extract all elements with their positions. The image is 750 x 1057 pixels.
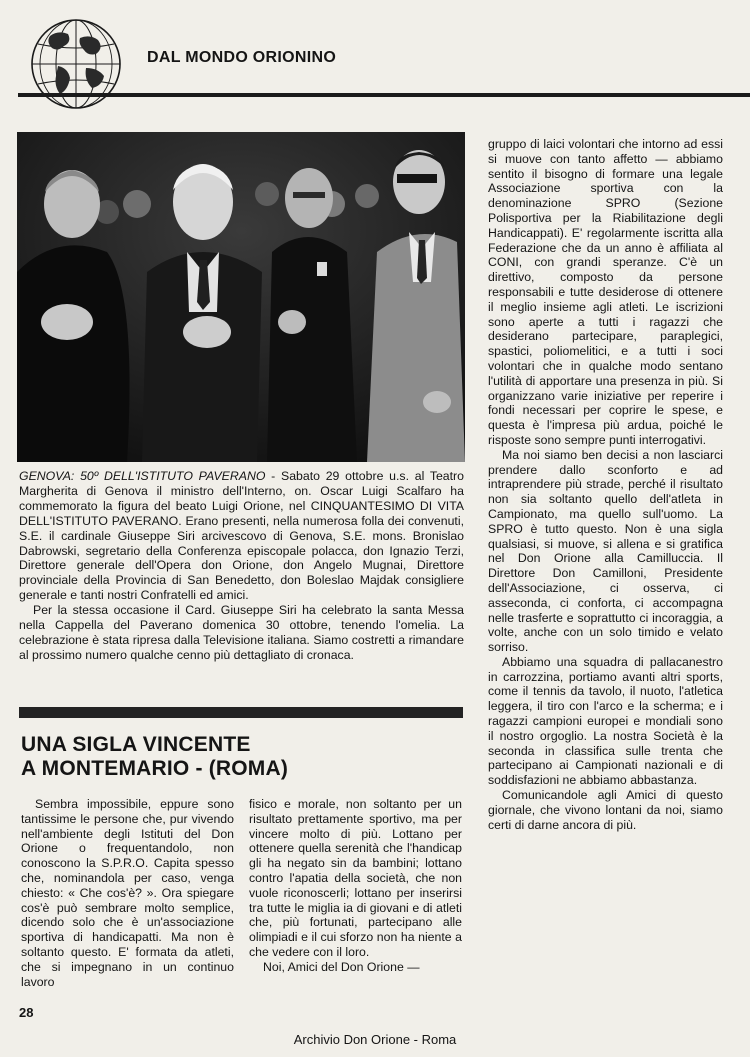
article-headline — [21, 733, 461, 781]
article-column-1 — [21, 797, 234, 989]
article-paragraph: gruppo di laici volontari che intorno ad essi si muove con tanto affetto — abbiamo sentito il bisogno di formare una legale Associazione sportiva con la denominazione SPRO (Sezione Polisportiva per la Riabilitazione degli Handicappati). E' regolarmente iscritta alla Federazione che da un anno è affiliata al CONI, con grandi speranze. C'è un direttivo, composto da persone responsabili e tutte desiderose di ottenere il meglio insieme agli atleti. Le iscrizioni sono aperte a tutti i ragazzi che desiderano partecipare, paraplegici, spastici, poliomelitici, e a tutti i soci volontari che in qualche modo sentano l'utilità di apportare una presenza in più. Si organizzano varie iniziative per reperire i fondi necessari per coprire le spese, e questa è l'impresa più ardua, poiché le risposte sono sempre punti interrogativi. — [488, 137, 723, 447]
article-paragraph: Comunicandole agli Amici di questo giornale, che vivono lontani da noi, siamo certi di darne ancora di più. — [488, 788, 723, 832]
section-title: DAL MONDO ORIONINO — [147, 49, 337, 66]
article-paragraph: Ma noi siamo ben decisi a non lasciarci prendere dallo sconforto e ad intraprendere più strade, perché il risultato non sia soltanto quello dell'atleta in Campionato, ma quello sull'uomo. La SPRO è tutto questo. Non è una sigla qualsiasi, si muove, si allena e si gratifica nel Don Orione alla Camilluccia. Il Direttore Don Camilloni, Presidente dell'Associazione, ci osserva, ci asseconda, ci conforta, ci accompagna nelle trasferte e soprattutto ci incoraggia, a volte, anche con un solo timido e velato sorriso. — [488, 447, 723, 655]
caption-paragraph-1 — [19, 469, 464, 603]
photo-caption — [19, 469, 464, 663]
archive-credit: Archivio Don Orione - Roma — [293, 1032, 457, 1047]
globe-icon — [28, 16, 124, 112]
caption-body: - Sabato 29 ottobre u.s. al Teatro Margherita di Genova il ministro dell'Interno, on. Oscar Luigi Scalfaro ha commemorato la figura del beato Luigi Orione, nel CINQUANTESIMO DI VITA DELL'ISTITUTO PAVERANO. Erano presenti, nella numerosa folla dei convenuti, S.E. il cardinale Giuseppe Siri arcivescovo di Genova, S.E. mons. Bronislao Dabrowski, segretario della Conferenza episcopale polacca, don Ignazio Terzi, Direttore generale dell'Opera don Orione, don Angelo Mugnai, Direttore provinciale della Provincia di San Benedetto, don Boleslao Majdak consigliere generale e tanti nostri Confratelli ed amici. — [19, 469, 464, 603]
page-number: 28 — [19, 1005, 34, 1020]
article-paragraph: Abbiamo una squadra di pallacanestro in carrozzina, portiamo avanti altri sports, come il tennis da tavolo, il nuoto, l'atletica leggera, il tiro con l'arco e la scherma; e i ragazzi campioni europei e mondiali sono il nostro orgoglio. La nostra Società è la seconda in classifica sulle trenta che partecipano ai Campionati nazionali e di soddisfazioni ne abbiamo abbastanza. — [488, 654, 723, 788]
article-paragraph: fisico e morale, non soltanto per un risultato prettamente sportivo, ma per vincere molto di più. Lottano per ottenere quella serenità che l'handicap gli ha negato sin da bambini; lottano contro l'apatia della società, che non vuole riconoscerli; lottano per inserirsi tra tutte le miglia ia di giovani e di atleti che, più fortunati, partecipano alle olimpiadi e il cui sforzo non ha niente a che vedere con il loro. — [249, 797, 462, 959]
article-column-2 — [249, 797, 462, 975]
group-photo — [17, 132, 465, 462]
headline-line-1: UNA SIGLA VINCENTE — [21, 733, 251, 756]
article-divider — [19, 707, 463, 718]
caption-paragraph-2: Per la stessa occasione il Card. Giuseppe Siri ha celebrato la santa Messa nella Cappella del Paverano domenica 30 ottobre, tenendo l'omelia. La celebrazione è stata ripresa dalla Televisione italiana. Siamo costretti a rimandare al prossimo numero qualche cenno più dettagliato di cronaca. — [19, 603, 464, 662]
header-rule — [18, 93, 750, 97]
caption-lead: GENOVA: 50º DELL'ISTITUTO PAVERANO — [19, 469, 266, 483]
article-paragraph: Noi, Amici del Don Orione — — [263, 959, 420, 974]
article-paragraph: Sembra impossibile, eppure sono tantissime le persone che, pur vivendo nell'ambiente degli Istituti del Don Orione o frequentandolo, non conoscono la S.P.R.O. Capita spesso che, nominandola per caso, venga chiesto: « Che cos'è? ». Ora spiegare cos'è può sembrare molto semplice, dicendo solo che è un'associazione sportiva di handicapatti. Ma non è soltanto questo. E' formata da atleti, che si impegnano in un continuo lavoro — [21, 797, 234, 989]
article-column-3 — [488, 137, 723, 832]
headline-line-2: A MONTEMARIO - (ROMA) — [21, 757, 289, 780]
